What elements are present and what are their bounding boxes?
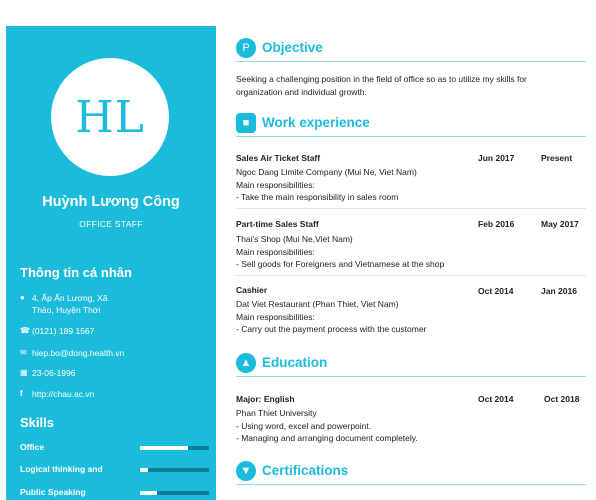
education-header [236,353,586,377]
skill-row [20,487,210,499]
job-resp-label: Main responsibilities: [236,179,315,190]
address-row [20,292,108,316]
job-resp: - Carry out the payment process with the customer [236,324,427,334]
job-resp: - Take the main responsibility in sales room [236,192,399,202]
avatar [51,58,169,176]
shield-icon: ▼ [236,461,256,481]
job-end-date: Jan 2016 [541,286,577,296]
skill-label: Logical thinking and [20,464,103,474]
facebook-icon: f [20,389,23,398]
phone-row [20,325,94,337]
briefcase-icon: ■ [236,113,256,133]
birthday-value: 23-06-1996 [32,368,76,378]
job-company: Ngoc Dang Limite Company (Mui Ne, Viet Nam) [236,167,417,177]
skill-label: Office [20,442,45,452]
envelope-icon: ✉ [20,348,27,357]
skill-row [20,464,210,476]
job-start-date: Jun 2017 [478,153,515,163]
section-divider [236,484,586,485]
job-start-date: Oct 2014 [478,286,514,296]
address-line-1: 4, Ấp Ấn Lương, Xã [32,293,108,303]
objective-line: organization and individual growth. [236,86,367,97]
job-divider [236,275,586,276]
section-divider [236,61,586,62]
education-title: Education [262,355,328,370]
certifications-title: Certifications [262,463,349,478]
website-value: http://chau.ac.vn [32,389,95,399]
education-major: Major: English [236,394,295,404]
avatar-initials: HL [75,91,145,143]
pinterest-icon: P [236,38,256,58]
birthday-row [20,367,75,379]
job-company: Dat Viet Restaurant (Phan Thiet, Viet Nam) [236,299,399,309]
objective-title: Objective [262,40,323,55]
skill-bar-fill [140,468,148,472]
job-details [236,298,426,336]
education-line: - Using word, excel and powerpoint. [236,420,372,431]
phone-icon: ☎ [20,326,30,335]
job-start-date: Feb 2016 [478,219,515,229]
section-divider [236,136,586,137]
job-resp: - Sell goods for Foreigners and Vietnamese at the shop [236,259,445,269]
skills-title: Skills [20,415,54,430]
skill-row [20,442,210,454]
website-row [20,388,94,400]
education-school: Phan Thiet University [236,408,317,418]
job-company: Thai's Shop (Mui Ne,Viet Nam) [236,234,353,244]
education-start-date: Oct 2014 [478,394,514,404]
location-pin-icon: ● [20,293,25,302]
skill-bar-fill [140,491,157,495]
job-title: Cashier [236,285,268,295]
skill-bar-fill [140,446,188,450]
job-title: Sales Air Ticket Staff [236,153,321,163]
section-divider [236,376,586,377]
profile-role: OFFICE STAFF [79,219,143,229]
phone-value: (0121) 189 1567 [32,326,95,336]
personal-info-title: Thông tin cá nhân [20,265,132,280]
calendar-icon: ▦ [20,368,28,377]
job-details [236,166,417,204]
job-details [236,233,444,271]
profile-name: Huỳnh Lương Công [42,194,180,210]
education-line: - Managing and arranging document completely. [236,433,418,443]
job-resp-label: Main responsibilities: [236,311,315,322]
skill-bar [140,491,209,495]
job-divider [236,208,586,209]
graduation-cap-icon: ▲ [236,353,256,373]
education-details [236,407,418,445]
job-resp-label: Main responsibilities: [236,246,315,257]
skill-label: Public Speaking [20,487,86,497]
skill-bar [140,446,209,450]
job-title: Part-time Sales Staff [236,219,319,229]
email-value: hiep.bo@dong.health.vn [32,348,125,358]
address-line-2: Thảo, Huyện Thời [32,305,101,315]
certifications-header [236,461,586,485]
work-title: Work experience [262,115,370,130]
job-end-date: Present [541,153,573,163]
education-end-date: Oct 2018 [544,394,580,404]
job-end-date: May 2017 [541,219,579,229]
objective-header [236,38,586,62]
work-header [236,113,586,137]
objective-line: Seeking a challenging position in the field of office so as to utilize my skills for [236,74,527,84]
skill-bar [140,468,209,472]
sidebar [6,26,216,500]
objective-text [236,73,527,98]
email-row [20,347,124,359]
